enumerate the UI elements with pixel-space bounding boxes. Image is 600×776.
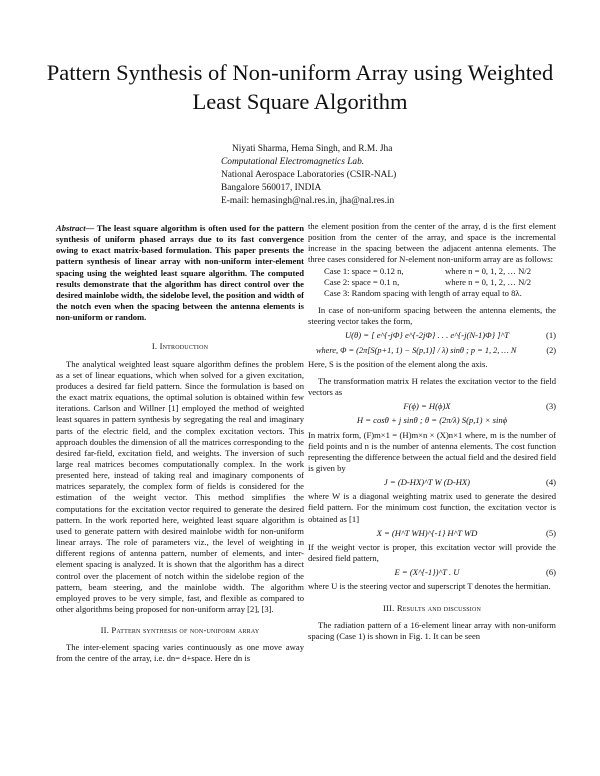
left-column [56, 223, 304, 665]
equation-number: (1) [545, 330, 556, 341]
case-definition: Case 1: space = 0.12 n, [324, 265, 404, 276]
section-heading-pattern-synthesis: II. Pattern synthesis of non-uniform array [100, 625, 260, 636]
section-heading-introduction: I. Introduction [151, 341, 209, 352]
equation-6 [308, 567, 556, 578]
case-definition: Case 3: Random spacing with length of array equal to 8λ. [324, 287, 522, 298]
case-item [324, 266, 556, 277]
weight-vector-paragraph: If the weight vector is proper, this excitation vector will provide the desired field pattern, [308, 541, 556, 564]
right-column [308, 221, 556, 642]
equation-1 [308, 330, 556, 341]
equation-body: where, Φ = (2π[S(p+1, 1) − S(p,1)] / λ) sinθ ; p = 1, 2, … N [316, 345, 517, 355]
equation-body: H = cosθ + j sinθ ; θ = (2π/λ) S(p,1) × sinϕ [356, 415, 508, 426]
equation-number: (4) [545, 477, 556, 488]
equation-3b [308, 415, 556, 426]
steering-note: where U is the steering vector and superscript T denotes the hermitian. [308, 581, 551, 592]
intro-paragraph: The analytical weighted least square algorithm defines the problem as a set of linear equations, which when solved for a given excitation, produces a desired far field pattern. Since the formulation is based on the exact matrix equations, the optimal solution is obtained within few iterations. Carlson and Willner [1] employed the method of weighted least squares in pattern synthesis by segregating the real and imaginary parts of the electric field, and the complex excitation vectors. This approach doubles the dimension of all the matrices corresponding to the desired far-field, excitation field, and weights. The inversion of such large real matrices becomes computationally complex. In the work presented here, instead of taking real and imaginary components of matrices separately, the complex form of fields is considered for the estimation of the weight vector. This method simplifies the computations for the excitation vector required to generate the desired pattern. In the work reported here, weighted least square algorithm is used to generate pattern with desired mainlobe width for non-uniform linear arrays. The role of parameters viz., the level of weighting in different regions of antenna pattern, number of elements, and inter-element spacing is analyzed. It is shown that the algorithm has a direct control over the placement of notch within the sidelobe region of the pattern, beam steering, and the mainlobe width. The algorithm employed proves to be very simple, fast, and flexible as compared to other algorithms being proposed for non-uniform array [2], [3]. [56, 358, 304, 614]
author-org: National Aerospace Laboratories (CSIR-NAL) [221, 170, 397, 180]
author-lab: Computational Electromagnetics Lab. [221, 157, 365, 167]
author-block [221, 143, 521, 208]
spacing-paragraph: the element position from the center of the array, d is the first element position from the center of the array, and space is the incremental increase in the spacing between the adjacent antenna elements. The three cases considered for N-element non-uniform array are as follows: [308, 221, 556, 265]
transform-paragraph: The transformation matrix H relates the excitation vector to the field vectors as [308, 375, 556, 398]
position-note: Here, S is the position of the element along the axis. [308, 358, 488, 369]
equation-number: (6) [545, 567, 556, 578]
equation-number: (2) [546, 345, 556, 355]
equation-body: X = (H^T WH)^{-1} H^T WD [376, 527, 478, 538]
case-range: where n = 0, 1, 2, … N/2 [445, 276, 531, 287]
case-item [324, 288, 556, 299]
matrix-form-paragraph: In matrix form, (F)m×1 = (H)m×n × (X)n×1 where, m is the number of field points and n is the number of antenna elements. The cost function representing the difference between the actual field and the desired field is given by [308, 429, 556, 473]
results-paragraph: The radiation pattern of a 16-element linear array with non-uniform spacing (Case 1) is shown in Fig. 1. It can be seen [308, 619, 556, 641]
author-names: Niyati Sharma, Hema Singh, and R.M. Jha [232, 144, 393, 154]
case-definition: Case 2: space = 0.1 n, [324, 276, 400, 287]
equation-5 [308, 528, 556, 539]
equation-2 [308, 345, 556, 356]
pattern-paragraph: The inter-element spacing varies continuously as one move away from the centre of the array, i.e. dn= d+space. Here dn is [56, 642, 304, 664]
abstract [56, 223, 304, 323]
steering-paragraph: In case of non-uniform spacing between the antenna elements, the steering vector takes the form, [308, 305, 556, 327]
equation-4 [308, 477, 556, 488]
equation-number: (3) [545, 401, 556, 412]
abstract-label: Abstract— [56, 223, 95, 233]
case-range: where n = 0, 1, 2, … N/2 [445, 265, 531, 276]
equation-body: U(θ) = [ e^{-jΦ} e^{-2jΦ} . . . e^{-j(N-1)Φ} ]^T [344, 330, 510, 341]
author-email: E-mail: hemasingh@nal.res.in, jha@nal.res.in [221, 196, 395, 206]
weight-matrix-paragraph: where W is a diagonal weighting matrix used to generate the desired field pattern. For the minimum cost function, the excitation vector is obtained as [1] [308, 491, 556, 524]
equation-3 [308, 401, 556, 412]
equation-body: E = (X^{-1})^T . U [394, 567, 460, 578]
author-city: Bangalore 560017, INDIA [221, 183, 322, 193]
case-item [324, 277, 556, 288]
equation-body: F(ϕ) = H(ϕ)X [403, 401, 451, 412]
section-heading-results: III. Results and discussion [382, 602, 482, 613]
abstract-text: The least square algorithm is often used for the pattern synthesis of uniform phased arrays due to its fast convergence owing to exact matrix-based formulation. This paper presents the pattern synthesis of linear array with non-uniform inter-element spacing using the weighted least square algorithm. The computed results demonstrate that the algorithm has direct control over the desired mainlobe width, the sidelobe level, the position and width of the notch even when the spacing between the antenna elements is non-uniform or random. [56, 223, 304, 323]
case-list [308, 266, 556, 299]
paper-title: Pattern Synthesis of Non-uniform Array using Weighted Least Square Algorithm [46, 60, 554, 114]
equation-number: (5) [545, 527, 556, 538]
equation-body: J = (D-HX)^T W (D-HX) [383, 477, 471, 488]
